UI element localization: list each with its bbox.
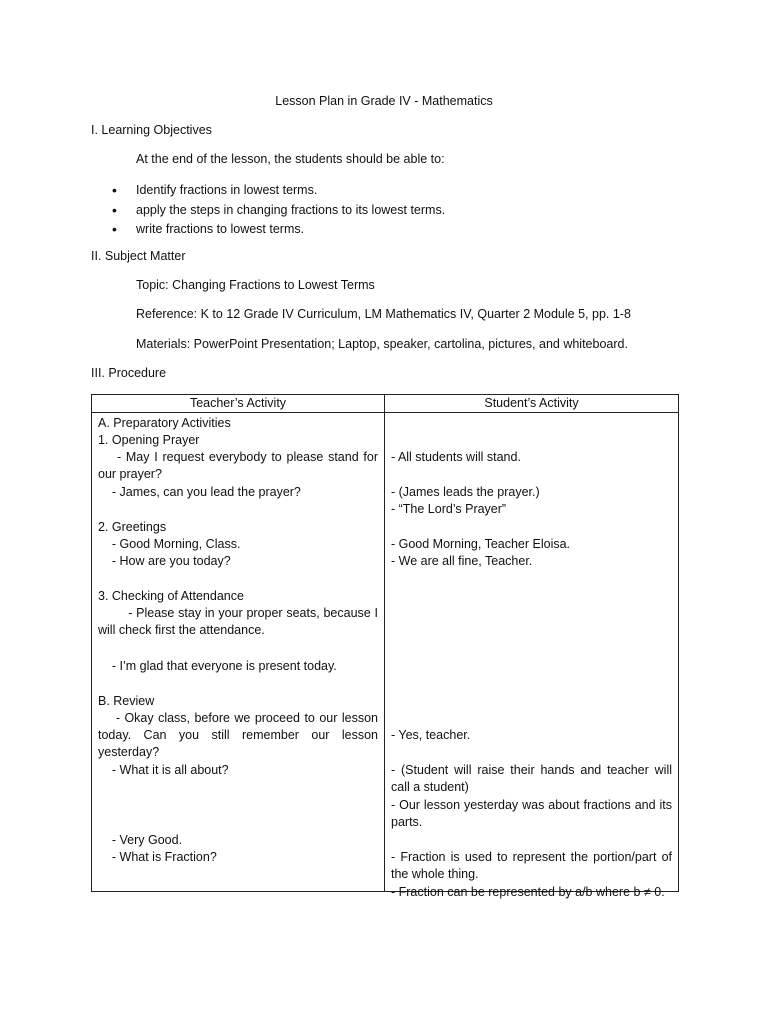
teacher-activity-cell <box>92 413 385 892</box>
table-header-row <box>92 395 679 413</box>
teacher-line: A. Preparatory Activities <box>98 416 231 430</box>
subject-topic: Topic: Changing Fractions to Lowest Terms <box>136 278 375 292</box>
student-line: - “The Lord’s Prayer” <box>391 502 507 516</box>
teacher-line: 2. Greetings <box>98 520 167 534</box>
student-line: - We are all fine, Teacher. <box>391 554 533 568</box>
list-item: • apply the steps in changing fractions to its lowest terms. <box>112 201 445 221</box>
teacher-line: - Please stay in your proper seats, because I will check first the attendance. <box>98 606 382 637</box>
student-line: - Good Morning, Teacher Eloisa. <box>391 537 571 551</box>
student-line: - Fraction is used to represent the portion/part of the whole thing. <box>391 850 672 881</box>
student-activity-cell <box>385 413 679 899</box>
subject-materials: Materials: PowerPoint Presentation; Laptop, speaker, cartolina, pictures, and whiteboard. <box>136 337 628 351</box>
procedure-heading: III. Procedure <box>91 366 167 380</box>
objectives-intro: At the end of the lesson, the students should be able to: <box>136 152 445 166</box>
table-row <box>92 413 679 892</box>
student-line: - (Student will raise their hands and teacher will call a student) <box>391 763 672 794</box>
teacher-line: - Okay class, before we proceed to our lesson today. Can you still remember our lesson yesterday? <box>98 711 382 759</box>
student-line: - All students will stand. <box>391 450 521 464</box>
teacher-line: 1. Opening Prayer <box>98 433 200 447</box>
student-line: - Yes, teacher. <box>391 728 471 742</box>
teacher-line: 3. Checking of Attendance <box>98 589 244 603</box>
student-line: - Our lesson yesterday was about fractions and its parts. <box>391 798 672 829</box>
document-title: Lesson Plan in Grade IV - Mathematics <box>275 94 493 108</box>
teacher-line: - I’m glad that everyone is present today. <box>98 659 337 673</box>
teacher-line: - Good Morning, Class. <box>98 537 241 551</box>
objectives-heading: I. Learning Objectives <box>91 123 212 137</box>
student-line: - (James leads the prayer.) <box>391 485 540 499</box>
teacher-line: - How are you today? <box>98 554 231 568</box>
procedure-table <box>91 394 679 899</box>
teacher-line: B. Review <box>98 694 155 708</box>
teacher-line: - James, can you lead the prayer? <box>98 485 301 499</box>
teacher-line: - What it is all about? <box>98 763 229 777</box>
objectives-list <box>112 181 445 240</box>
list-item: • write fractions to lowest terms. <box>112 220 445 240</box>
teacher-column-header: Teacher’s Activity <box>92 395 385 413</box>
teacher-line: - May I request everybody to please stand for our prayer? <box>98 450 382 481</box>
subject-heading: II. Subject Matter <box>91 249 186 263</box>
teacher-line: - What is Fraction? <box>98 850 217 864</box>
student-column-header: Student’s Activity <box>385 395 679 413</box>
teacher-line: - Very Good. <box>98 833 183 847</box>
subject-reference: Reference: K to 12 Grade IV Curriculum, LM Mathematics IV, Quarter 2 Module 5, pp. 1-8 <box>136 307 631 321</box>
list-item: • Identify fractions in lowest terms. <box>112 181 445 201</box>
student-line: - Fraction can be represented by a/b where b ≠ 0. <box>391 885 665 899</box>
